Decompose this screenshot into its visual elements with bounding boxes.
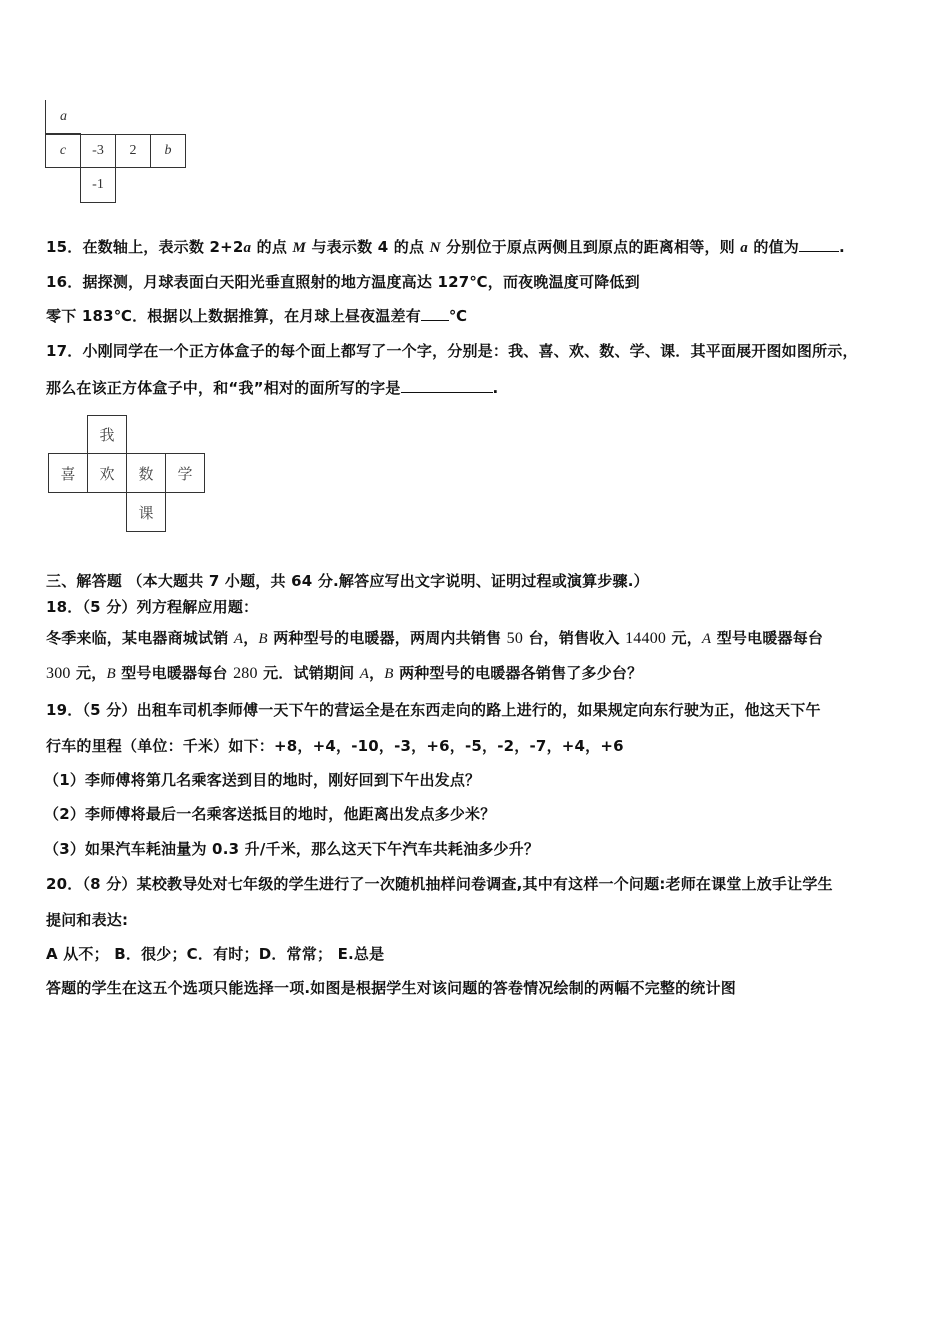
q18-text: ， [243,629,259,647]
question-20-line-1: 20．（8 分）某校教导处对七年级的学生进行了一次随机抽样问卷调查,其中有这样一个问题:老师在课堂上放手让学生 [46,875,833,893]
q18-text: 台，销售收入 [523,629,626,647]
q15-var-a: a [740,240,748,256]
question-17-line-1: 17．小刚同学在一个正方体盒子的每个面上都写了一个字，分别是：我、喜、欢、数、学、课．其平面展开图如图所示， [46,342,858,360]
q18-var-A: A [701,631,712,647]
q15-text: 15．在数轴上，表示数 2+2 [46,238,244,256]
q18-number: 50 [506,630,524,647]
question-18-title: 18．（5 分）列方程解应用题： [46,598,259,616]
question-19-line-1: 19．（5 分）出租车司机李师傅一天下午的营运全是在东西走向的路上进行的，如果规定向东行驶为正，他这天下午 [46,701,821,719]
question-20-line-4: 答题的学生在这五个选项只能选择一项.如图是根据学生对该问题的答卷情况绘制的两幅不完整的统计图 [46,979,736,997]
q16-text: ℃ [448,307,468,325]
question-15 [46,236,845,257]
question-16-line-2 [46,305,467,326]
q15-text: 分别位于原点两侧且到原点的距离相等，则 [440,238,741,256]
net-face-wo: 我 [87,415,127,454]
q18-var-B: B [258,631,268,647]
section-3-heading: 三、解答题 （本大题共 7 小题，共 64 分.解答应写出文字说明、证明过程或演算步骤.） [46,572,649,590]
q16-text: 零下 183℃．根据以上数据推算，在月球上昼夜温差有 [46,307,421,325]
question-19-line-2: 行车的里程（单位：千米）如下：+8，+4，-10，-3，+6，-5，-2，-7，+4，+6 [46,737,624,755]
q18-var-A: A [359,666,370,682]
q18-text: 两种型号的电暖器各销售了多少台？ [393,664,643,682]
question-16-line-1: 16．据探测，月球表面白天阳光垂直照射的地方温度高达 127℃，而夜晚温度可降低到 [46,273,640,291]
net-face-xue: 学 [165,453,205,493]
net-cell-2: 2 [115,134,151,168]
q18-text: 冬季来临，某电器商城试销 [46,629,234,647]
answer-blank[interactable] [401,378,493,393]
question-20-line-2: 提问和表达: [46,911,129,929]
net-face-huan: 欢 [87,453,127,493]
q15-text: 的点 [251,238,293,256]
q18-number: 300 [46,665,71,682]
q18-var-B: B [384,666,394,682]
q18-text: 元， [70,664,107,682]
net-cell-minus1: -1 [80,167,116,203]
net-cell-a: a [45,100,81,134]
q17-text: 那么在该正方体盒子中，和“我”相对的面所写的字是 [46,379,401,397]
net-cell-b: b [150,134,186,168]
q18-text: 两种型号的电暖器，两周内共销售 [267,629,507,647]
net-face-ke: 课 [126,492,166,532]
net-cell-c: c [45,134,81,168]
q18-var-B: B [106,666,116,682]
q15-var-N: N [429,240,441,256]
question-20-options: A 从不； B．很少；C．有时；D．常常； E.总是 [46,945,385,963]
q18-number: 280 [233,665,258,682]
question-19-part-2: （2）李师傅将最后一名乘客送抵目的地时，他距离出发点多少米？ [44,805,496,823]
q18-text: 型号电暖器每台 [115,664,234,682]
net-face-shu: 数 [126,453,166,493]
question-18-line-1 [46,627,823,648]
q18-text: 元．试销期间 [257,664,360,682]
question-17-line-2 [46,377,498,398]
question-19-part-3: （3）如果汽车耗油量为 0.3 升/千米，那么这天下午汽车共耗油多少升？ [44,840,540,858]
net-face-xi: 喜 [48,453,88,493]
q18-text: 型号电暖器每台 [711,629,824,647]
q18-text: 元， [666,629,702,647]
answer-blank[interactable] [799,237,839,252]
question-19-part-1: （1）李师傅将第几名乘客送到目的地时，刚好回到下午出发点？ [44,771,481,789]
q15-text: 与表示数 4 的点 [306,238,430,256]
q15-text: . [839,238,845,256]
q17-text: . [492,379,499,397]
q18-number: 14400 [625,630,667,647]
q15-var-a: a [243,240,252,256]
q15-text: 的值为 [747,238,800,256]
net-cell-minus3: -3 [80,134,116,168]
q18-var-A: A [233,631,244,647]
q18-text: ， [369,664,385,682]
question-18-line-2 [46,662,642,683]
answer-blank[interactable] [421,306,449,321]
q15-var-M: M [292,240,307,256]
